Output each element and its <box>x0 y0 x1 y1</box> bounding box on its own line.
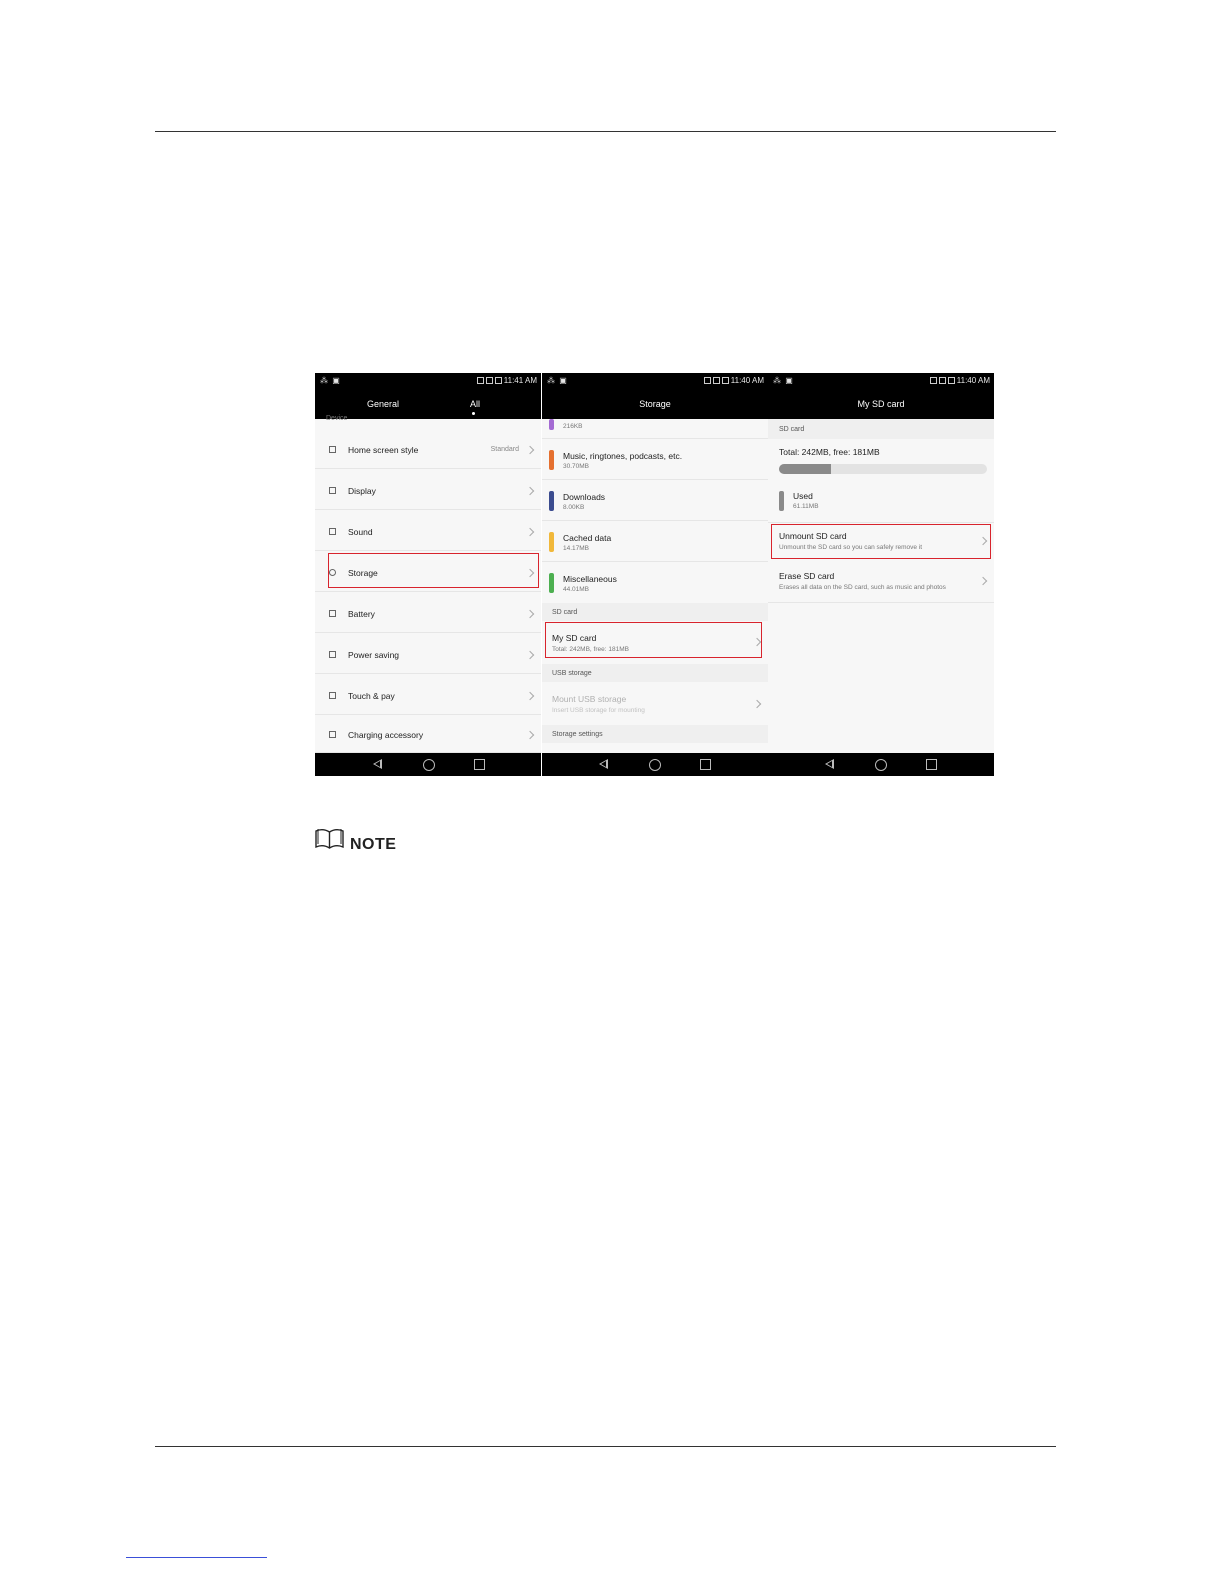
category-color-bar <box>549 573 554 593</box>
section-sd-card: SD card <box>779 426 805 433</box>
home-button-icon[interactable] <box>423 759 435 771</box>
used-title: Used <box>793 491 813 501</box>
highlight-storage <box>328 553 539 588</box>
back-icon[interactable] <box>373 759 382 769</box>
category-color-bar <box>549 419 554 430</box>
recent-apps-icon[interactable] <box>474 759 485 770</box>
sd-card-title: My SD card <box>552 633 597 643</box>
category-color-bar <box>549 532 554 552</box>
storage-category-downloads[interactable] <box>542 480 768 521</box>
category-title: Downloads <box>563 492 606 502</box>
section-sd-card: SD card <box>552 609 578 616</box>
status-notification-icons: ⁂ ▣ <box>547 376 568 385</box>
back-icon[interactable] <box>599 759 608 769</box>
section-device: Device <box>326 415 348 422</box>
chevron-right-icon <box>526 610 534 618</box>
storage-screen <box>542 373 768 776</box>
home-button-icon[interactable] <box>649 759 661 771</box>
status-notification-icons: ⁂ ▣ <box>320 376 341 385</box>
settings-item-battery[interactable] <box>315 593 541 633</box>
screenshots-strip <box>315 373 994 776</box>
tab-general[interactable]: General <box>367 399 400 409</box>
category-size: 44.01MB <box>563 586 590 593</box>
used-color-bar <box>779 491 784 511</box>
open-book-icon <box>315 828 344 850</box>
item-label: Display <box>348 486 376 496</box>
status-time: 11:40 AM <box>956 376 990 385</box>
section-usb-storage: USB storage <box>552 670 592 677</box>
item-label: Storage <box>348 568 378 578</box>
recent-apps-icon[interactable] <box>700 759 711 770</box>
section-storage-settings: Storage settings <box>552 731 603 738</box>
active-tab-indicator <box>472 412 475 415</box>
settings-item-sound[interactable] <box>315 511 541 551</box>
category-size: 30.70MB <box>563 463 590 470</box>
chevron-right-icon <box>526 446 534 454</box>
category-title: Music, ringtones, podcasts, etc. <box>563 451 683 461</box>
item-value: Standard <box>490 446 519 453</box>
chevron-right-icon <box>979 577 987 585</box>
item-label: Power saving <box>348 650 400 660</box>
item-label: Charging accessory <box>348 730 424 740</box>
sync-icon <box>713 377 720 384</box>
chevron-right-icon <box>526 692 534 700</box>
page-title: Storage <box>639 399 671 409</box>
tab-bar <box>315 389 541 419</box>
sound-icon <box>329 528 336 535</box>
home-button-icon[interactable] <box>875 759 887 771</box>
chevron-right-icon <box>526 731 534 739</box>
chevron-right-icon <box>753 700 761 708</box>
battery-icon <box>329 610 336 617</box>
chevron-right-icon <box>526 487 534 495</box>
category-size: 216KB <box>563 423 583 430</box>
unmount-subtitle: Unmount the SD card so you can safely remove it <box>779 544 923 551</box>
category-color-bar <box>549 491 554 511</box>
footer-link-underline[interactable] <box>126 1557 267 1558</box>
category-size: 8.00KB <box>563 504 585 511</box>
header-rule <box>155 131 1056 132</box>
erase-subtitle: Erases all data on the SD card, such as music and photos <box>779 584 946 591</box>
storage-category-misc[interactable] <box>542 562 768 602</box>
settings-item-home-screen-style[interactable] <box>315 429 541 469</box>
status-bar <box>542 373 768 389</box>
item-label: Sound <box>348 527 373 537</box>
nav-bar <box>315 753 541 776</box>
sd-usage-bar <box>779 464 987 474</box>
title-bar <box>542 389 768 419</box>
charging-icon <box>329 731 336 738</box>
usb-subtitle: Insert USB storage for mounting <box>552 707 645 714</box>
sd-card-screen <box>768 373 994 776</box>
status-notification-icons: ⁂ ▣ <box>773 376 794 385</box>
sync-icon <box>486 377 493 384</box>
display-icon <box>329 487 336 494</box>
touch-pay-icon <box>329 692 336 699</box>
battery-status-icon <box>948 377 955 384</box>
status-time: 11:41 AM <box>503 376 537 385</box>
note-label: NOTE <box>350 836 397 853</box>
status-bar <box>315 373 541 389</box>
item-label: Touch & pay <box>348 691 395 701</box>
sd-card-subtitle: Total: 242MB, free: 181MB <box>552 646 629 653</box>
settings-item-power-saving[interactable] <box>315 634 541 674</box>
title-bar <box>768 389 994 419</box>
power-saving-icon <box>329 651 336 658</box>
sd-total-text: Total: 242MB, free: 181MB <box>779 447 880 457</box>
sd-usage-fill <box>779 464 831 474</box>
page-title: My SD card <box>857 399 905 409</box>
highlight-my-sd-card <box>545 622 762 658</box>
status-bar <box>768 373 994 389</box>
storage-category-cached[interactable] <box>542 521 768 562</box>
back-icon[interactable] <box>825 759 834 769</box>
settings-item-charging-accessory[interactable] <box>315 716 541 753</box>
chevron-right-icon <box>526 528 534 536</box>
footer-rule <box>155 1446 1056 1447</box>
item-label: Home screen style <box>348 445 419 455</box>
nav-bar <box>768 753 994 776</box>
used-item[interactable] <box>768 481 994 521</box>
sim-icon <box>930 377 937 384</box>
nav-bar <box>542 753 768 776</box>
home-icon <box>329 446 336 453</box>
tab-all[interactable]: All <box>470 399 481 409</box>
usb-title: Mount USB storage <box>552 694 627 704</box>
storage-category-other[interactable] <box>542 419 768 439</box>
mount-usb-item[interactable] <box>542 683 768 724</box>
highlight-unmount-sd-card <box>771 524 991 559</box>
category-title: Miscellaneous <box>563 574 617 584</box>
sim-icon <box>477 377 484 384</box>
chevron-right-icon <box>526 651 534 659</box>
status-time: 11:40 AM <box>730 376 764 385</box>
battery-status-icon <box>495 377 502 384</box>
used-size: 61.11MB <box>793 503 819 510</box>
erase-sd-card-item[interactable] <box>768 562 994 603</box>
settings-item-touch-pay[interactable] <box>315 675 541 715</box>
item-label: Battery <box>348 609 375 619</box>
unmount-title: Unmount SD card <box>779 531 847 541</box>
sim-icon <box>704 377 711 384</box>
settings-screen <box>315 373 541 776</box>
category-size: 14.17MB <box>563 545 590 552</box>
category-color-bar <box>549 450 554 470</box>
settings-item-display[interactable] <box>315 470 541 510</box>
storage-category-music[interactable] <box>542 439 768 480</box>
sd-capacity <box>768 440 994 480</box>
category-title: Cached data <box>563 533 612 543</box>
sync-icon <box>939 377 946 384</box>
erase-title: Erase SD card <box>779 571 835 581</box>
battery-status-icon <box>722 377 729 384</box>
recent-apps-icon[interactable] <box>926 759 937 770</box>
